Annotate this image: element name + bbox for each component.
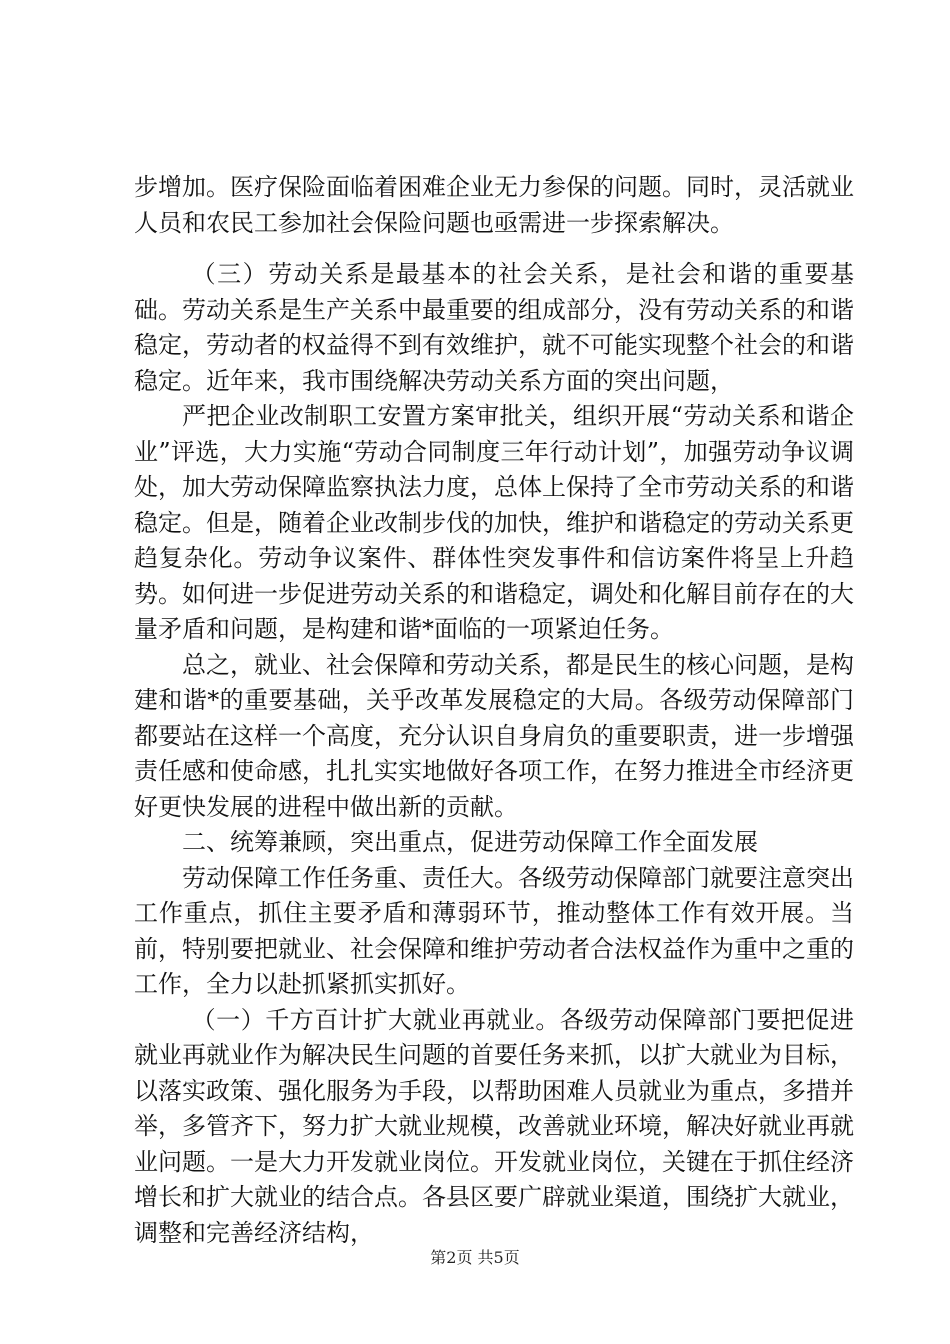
paragraph-labor-relations: （三）劳动关系是最基本的社会关系，是社会和谐的重要基础。劳动关系是生产关系中最重要的组成部分，没有劳动关系的和谐稳定，劳动者的权益得不到有效维护，就不可能实现整个社会的和谐稳定。近年来，我市围绕解决劳动关系方面的突出问题， (134, 260, 854, 395)
section-heading-2: 二、统筹兼顾，突出重点，促进劳动保障工作全面发展 (182, 828, 758, 856)
paragraph-continuation: 步增加。医疗保险面临着困难企业无力参保的问题。同时，灵活就业人员和农民工参加社会保险问题也亟需进一步探索解决。 (134, 173, 854, 237)
paragraph-summary: 总之，就业、社会保障和劳动关系，都是民生的核心问题，是构建和谐*的重要基础，关乎改革发展稳定的大局。各级劳动保障部门都要站在这样一个高度，充分认识自身肩负的重要职责，进一步增强责任感和使命感，扎扎实实地做好各项工作，在努力推进全市经济更好更快发展的进程中做出新的贡献。 (134, 650, 854, 821)
document-body (134, 170, 854, 1251)
paragraph-employment: （一）千方百计扩大就业再就业。各级劳动保障部门要把促进就业再就业作为解决民生问题的首要任务来抓，以扩大就业为目标，以落实政策、强化服务为手段，以帮助困难人员就业为重点，多措并举，多管齐下，努力扩大就业规模，改善就业环境，解决好就业再就业问题。一是大力开发就业岗位。开发就业岗位，关键在于抓住经济增长和扩大就业的结合点。各县区要广辟就业渠道，围绕扩大就业，调整和完善经济结构， (134, 1005, 854, 1247)
paragraph-priorities: 劳动保障工作任务重、责任大。各级劳动保障部门就要注意突出工作重点，抓住主要矛盾和薄弱环节，推动整体工作有效开展。当前，特别要把就业、社会保障和维护劳动者合法权益作为重中之重的工作，全力以赴抓紧抓实抓好。 (134, 863, 854, 998)
page-footer: 第2页 共5页 (430, 1248, 520, 1267)
paragraph-labor-measures: 严把企业改制职工安置方案审批关，组织开展“劳动关系和谐企业”评选，大力实施“劳动合同制度三年行动计划”，加强劳动争议调处，加大劳动保障监察执法力度，总体上保持了全市劳动关系的和谐稳定。但是，随着企业改制步伐的加快，维护和谐稳定的劳动关系更趋复杂化。劳动争议案件、群体性突发事件和信访案件将呈上升趋势。如何进一步促进劳动关系的和谐稳定，调处和化解目前存在的大量矛盾和问题，是构建和谐*面临的一项紧迫任务。 (134, 402, 854, 643)
paragraph-gap (134, 241, 854, 257)
